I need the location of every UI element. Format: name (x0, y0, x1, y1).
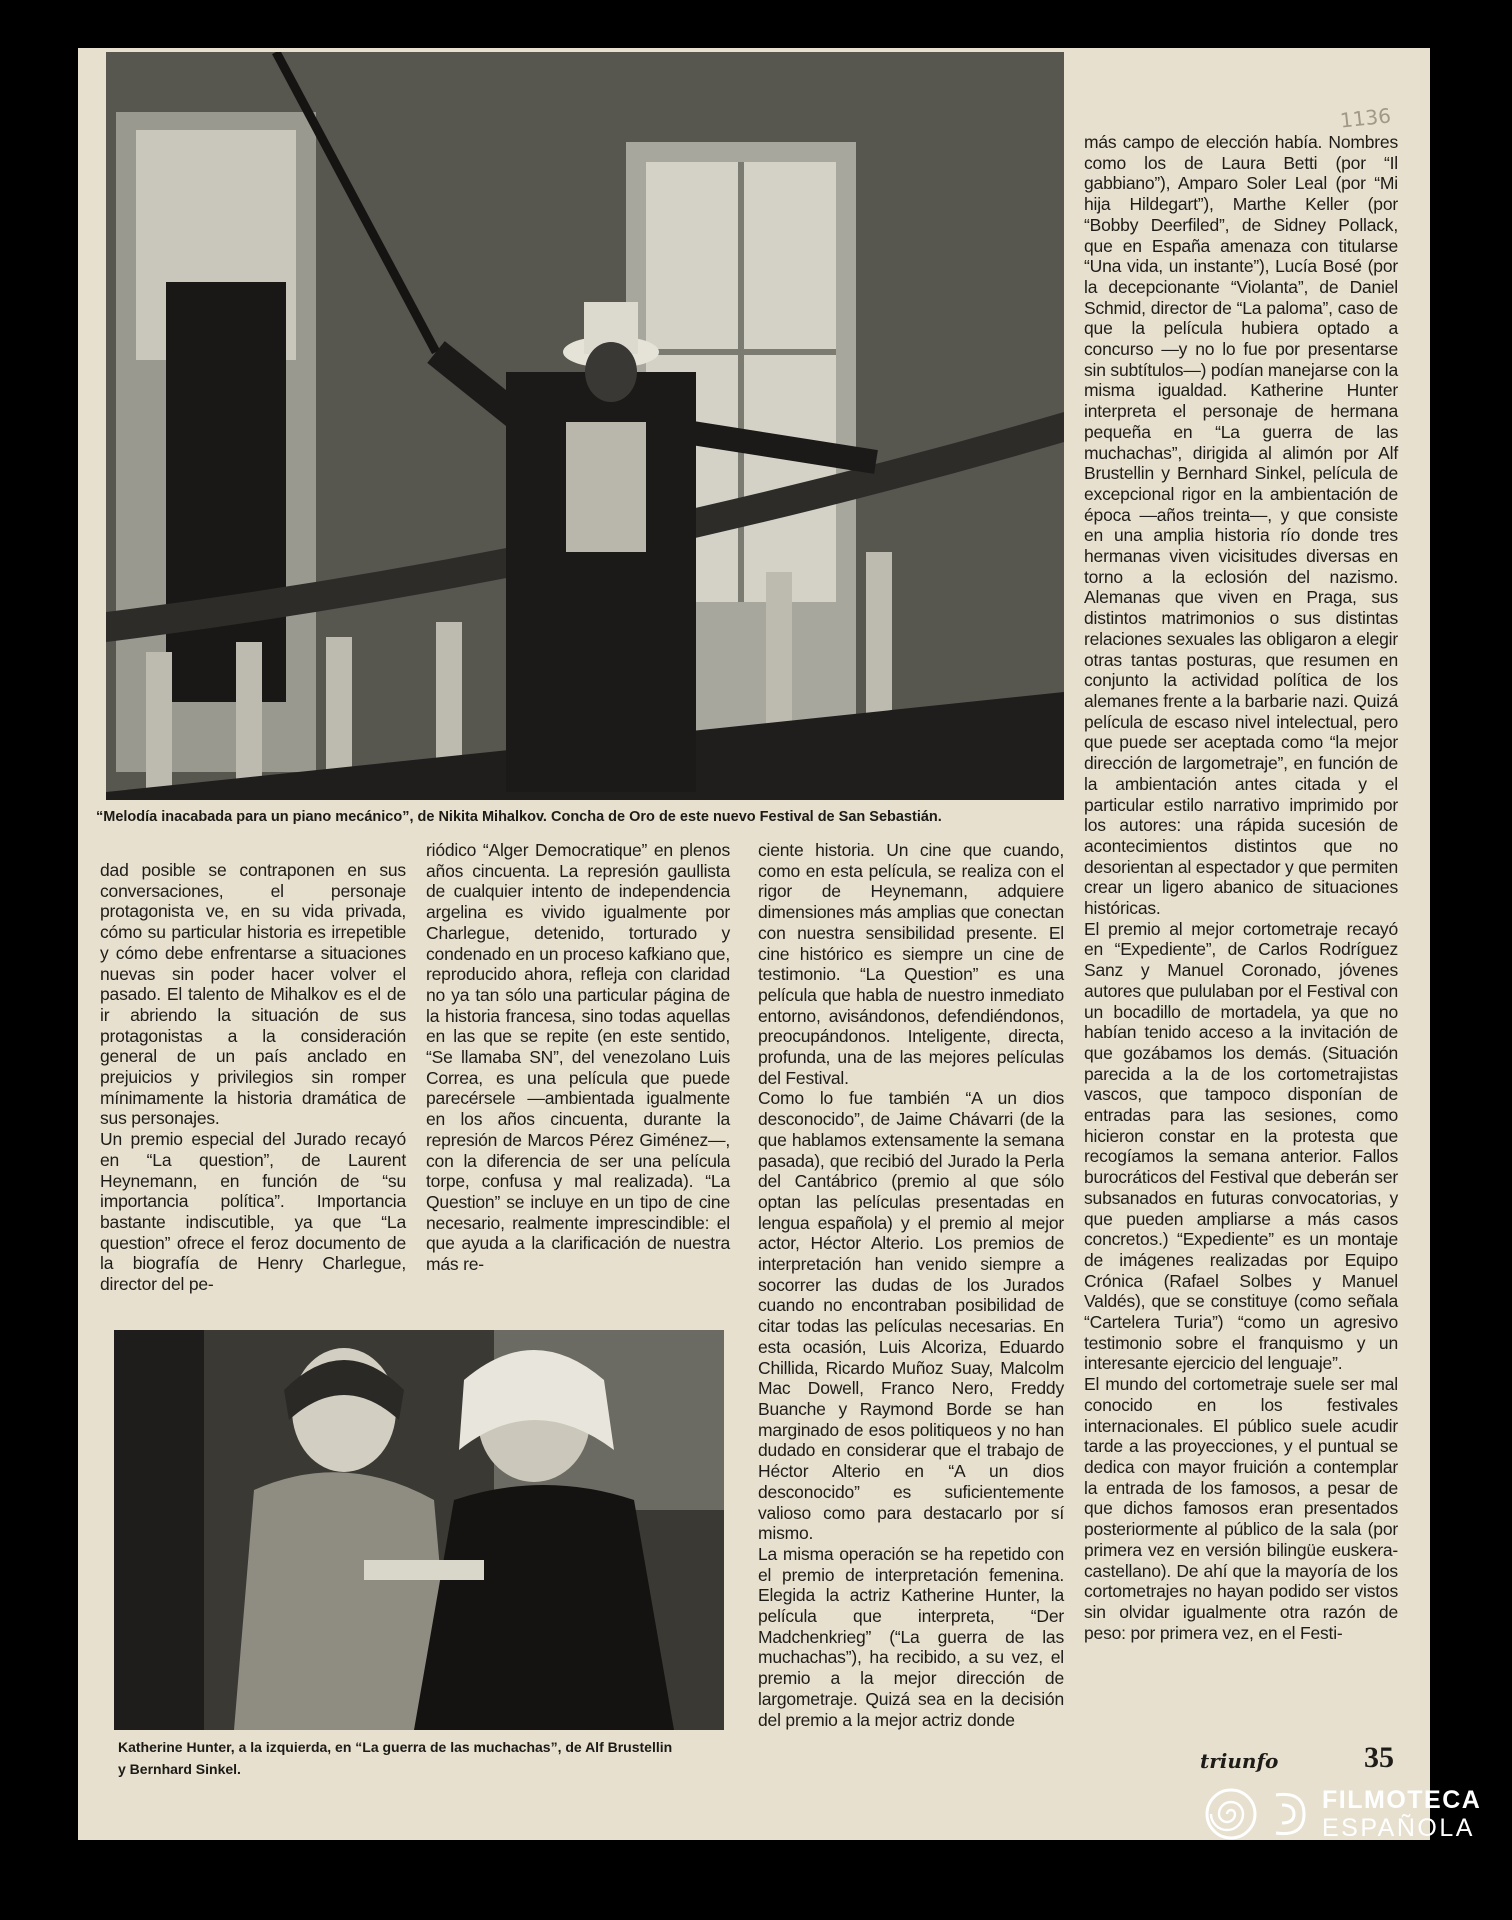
filmoteca-logo-text (1322, 1786, 1481, 1842)
page-number: 35 (1364, 1741, 1394, 1774)
filmoteca-logo (1204, 1786, 1481, 1842)
bottom-photo (114, 1330, 724, 1730)
article-column-2: riódico “Alger Democratique” en plenos años cincuenta. La represión gaullista de cualquier intento de independencia argelina es vivido igualmente por Charlegue, detenido, torturado y condenado en un proceso kafkiano que, reproducido ahora, refleja con claridad no ya tan sólo una particular página de la historia francesa, sino todas aquellas en las que se repite (en este sentido, “Se llamaba SN”, del venezolano Luis Correa, es una película que puede parecérsele —ambientada igualmente en los años cincuenta, durante la represión de Marcos Pérez Giménez—, con la diferencia de ser una película torpe, confusa y mal realizada). “La Question” se incluye en un tipo de cine necesario, realmente imprescindible: el que ayuda a la clarificación de nuestra más re- (426, 840, 730, 1275)
bottom-photo-caption-line-1: Katherine Hunter, a la izquierda, en “La guerra de las muchachas”, de Alf Brustellin (118, 1739, 673, 1755)
bottom-photo-caption-line-2: y Bernhard Sinkel. (118, 1761, 241, 1777)
bottom-photo-illustration (114, 1330, 724, 1730)
logo-line-1: FILMOTECA (1322, 1786, 1482, 1814)
top-photo-caption: “Melodía inacabada para un piano mecánico”, de Nikita Mihalkov. Concha de Oro de este nuevo Festival de San Sebastián. (96, 809, 942, 825)
article-column-4: más campo de elección había. Nombres como los de Laura Betti (por “Il gabbiano”), Amparo Soler Leal (por “Mi hija Hildegart”), Marthe Keller (por “Bobby Deerfiled”, de Sidney Pollack, que en España amenaza con titularse “Una vida, un instante”), Lucía Bosé (por la decepcionante “Violanta”, de Daniel Schmid, director de “La paloma”, caso de que la película hubiera optado a concurso —y no lo fue por presentarse sin subtítulos—) podían manejarse con la misma igualdad. Katherine Hunter interpreta el personaje de hermana pequeña en “La guerra de las muchachas”, dirigida al alimón por Alf Brustellin y Bernhard Sinkel, película de excepcional rigor en la ambientación de época —años treinta—, y que consiste en una amplia historia río donde tres hermanas viven vicisitudes diversas en torno a la eclosión del nazismo. Alemanas que viven en Praga, sus distintos matrimonios o sus distintas relaciones sexuales las obligaron a elegir otras tantas posturas, que resumen en conjunto la actividad política de los alemanes frente a la barbarie nazi. Quizá película de escaso nivel intelectual, pero que puede ser aceptada como “la mejor dirección de largometraje”, en función de la ambientación antes citada y el particular estilo narrativo imprimido por los autores: una rápida sucesión de acontecimientos distintos que no desorientan al espectador y que permiten crear un ligero abanico de situaciones históricas. El premio al mejor cortometraje recayó en “Expediente”, de Carlos Rodríguez Sanz y Manuel Coronado, jóvenes autores que pululaban por el Festival con un bocadillo de mortadela, ya que no habían tenido acceso a la invitación de que gozábamos los demás. (Situación parecida a la de los cortometrajistas vascos, que tampoco disponían de entradas para las sesiones, como hicieron constar en la protesta que recogíamos la semana anterior. Fallos burocráticos del Festival que deberán ser subsanados en futuras convocatorias, y que pueden ampliarse a más casos concretos.) “Expediente” es un montaje de imágenes realizadas por Equipo Crónica (Rafael Solbes y Manuel Valdés), que se constituye (como señala “Cartelera Turia”) “como un agresivo testimonio sobre el franquismo y un interesante ejercicio del lenguaje”. El mundo del cortometraje suele ser mal conocido en los festivales internacionales. El público suele acudir tarde a las proyecciones, y el puntual se dedica con mayor fruición a contemplar la entrada de los famosos, a pesar de que dichos famosos eran presentados posteriormente al público de la sala (por primera vez en versión bilingüe euskera-castellano). De ahí que la mayoría de los cortometrajes no hayan podido ser vistos sin olvidar igualmente otra razón de peso: por primera vez, en el Festi- (1084, 132, 1399, 1643)
top-photo (106, 52, 1064, 800)
magazine-name: triunfo (1200, 1749, 1279, 1773)
filmoteca-emblem-icon (1270, 1787, 1310, 1841)
article-column-3: ciente historia. Un cine que cuando, como en esta película, se realiza con el rigor de Heynemann, adquiere dimensiones más amplias que conectan con nuestra sensibilidad presente. El cine histórico es siempre un cine de testimonio. “La Question” es una película que habla de nuestro inmediato entorno, avisándonos, defendiéndonos, preocupándonos. Inteligente, directa, profunda, una de las mejores películas del Festival. Como lo fue también “A un dios desconocido”, de Jaime Chávarri (de la que hablamos extensamente la semana pasada), que recibió del Jurado la Perla del Cantábrico (premio al que sólo optan las películas presentadas en lengua española) y el premio al mejor actor, Héctor Alterio. Los premios de interpretación han venido siempre a socorrer las dudas de los Jurados cuando no encontraban posibilidad de citar todas las películas necesarias. En esta ocasión, Luis Alcoriza, Eduardo Chillida, Ricardo Muñoz Suay, Malcolm Mac Dowell, Franco Nero, Freddy Buanche y Raymond Borde se han marginado de esos politiqueos y no han dudado en considerar que el trabajo de Héctor Alterio en “A un dios desconocido” es suficientemente valioso como para destacarlo por sí mismo. La misma operación se ha repetido con el premio de interpretación femenina. Elegida la actriz Katherine Hunter, la película que interpreta, “Der Madchenkrieg” (“La guerra de las muchachas”), ha recibido, a su vez, el premio a la mejor dirección de largometraje. Quizá sea en la decisión del premio a la mejor actriz donde (758, 840, 1064, 1730)
handwritten-archive-number: 1136 (1338, 103, 1393, 133)
filmoteca-swirl-icon (1204, 1787, 1258, 1841)
article-column-1: dad posible se contraponen en sus conversaciones, el personaje protagonista ve, en su vida privada, cómo su particular historia es irrepetible y cómo debe enfrentarse a situaciones nuevas sin poder hacer volver el pasado. El talento de Mihalkov es el de ir abriendo la situación de sus protagonistas a la consideración general de un país anclado en prejuicios y privilegios sin romper mínimamente la historia dramática de sus personajes. Un premio especial del Jurado recayó en “La question”, de Laurent Heynemann, en función de “su importancia política”. Importancia bastante indiscutible, ya que “La question” ofrece el feroz documento de la biografía de Henry Charlegue, director del pe- (100, 860, 406, 1295)
top-photo-illustration (106, 52, 1064, 800)
magazine-page (78, 48, 1430, 1840)
logo-line-2: ESPAÑOLA (1322, 1814, 1475, 1842)
